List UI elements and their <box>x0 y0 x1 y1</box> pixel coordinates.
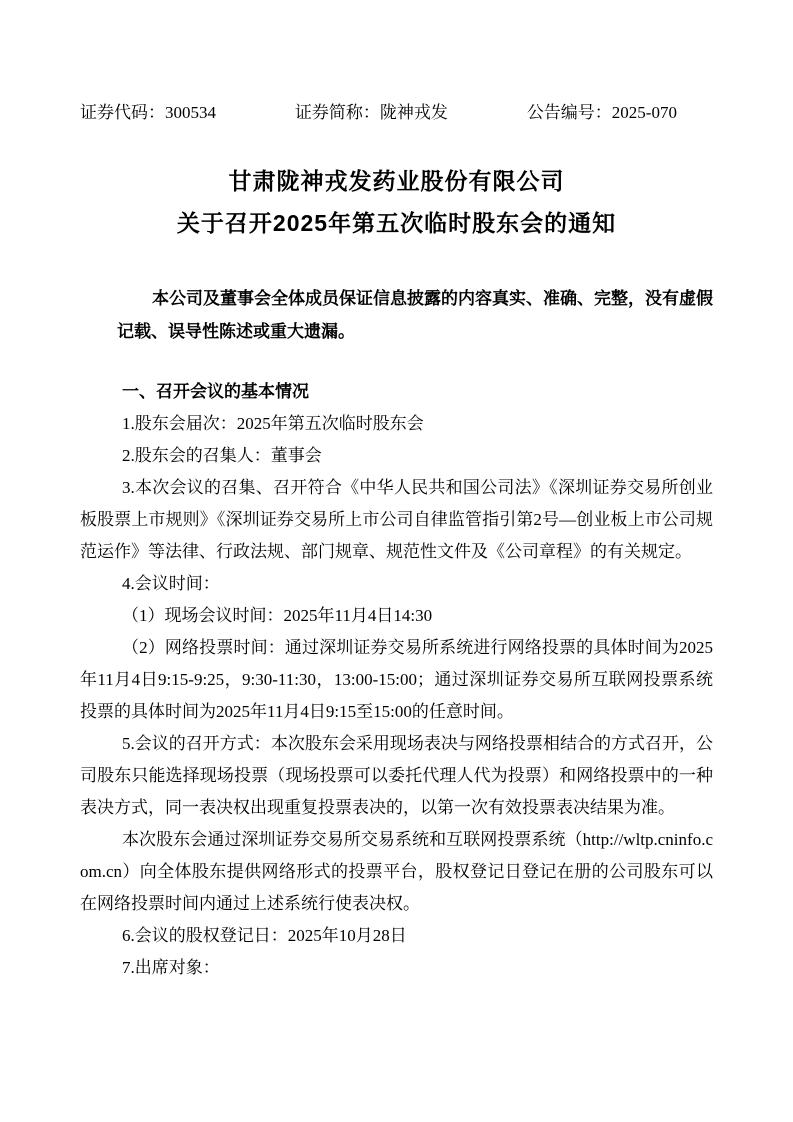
paragraph-voting-platform: 本次股东会通过深圳证券交易所交易系统和互联网投票系统（http://wltp.cninfo.com.cn）向全体股东提供网络形式的投票平台，股权登记日登记在册的公司股东可以在网络投票时间内通过上述系统行使表决权。 <box>80 830 713 913</box>
section-heading-basic-information: 一、召开会议的基本情况 <box>122 382 309 401</box>
paragraph-meeting-session: 1.股东会届次：2025年第五次临时股东会 <box>122 414 424 433</box>
paragraph-record-date: 6.会议的股权登记日：2025年10月28日 <box>122 926 407 945</box>
header-stock-name: 证券简称：陇神戎发 <box>294 103 448 122</box>
board-disclaimer-text: 本公司及董事会全体成员保证信息披露的内容真实、准确、完整，没有虚假记载、误导性陈述或重大遗漏。 <box>117 289 713 341</box>
paragraph-meeting-time-label: 4.会议时间： <box>122 574 220 593</box>
header-stock-code: 证券代码：300534 <box>80 103 216 122</box>
document-title-company: 甘肃陇神戎发药业股份有限公司 <box>228 168 565 194</box>
paragraph-legal-compliance: 3.本次会议的召集、召开符合《中华人民共和国公司法》《深圳证券交易所创业板股票上市规则》《深圳证券交易所上市公司自律监管指引第2号—创业板上市公司规范运作》等法律、行政法规、部门规章、规范性文件及《公司章程》的有关规定。 <box>80 478 713 561</box>
paragraph-meeting-convener: 2.股东会的召集人：董事会 <box>122 446 322 465</box>
header-announcement-number: 公告编号：2025-070 <box>526 103 677 122</box>
paragraph-attendees-label: 7.出席对象： <box>122 958 220 977</box>
paragraph-onsite-meeting-time: （1）现场会议时间：2025年11月4日14:30 <box>122 606 433 625</box>
document-header-row <box>80 102 713 124</box>
document-title-subject: 关于召开2025年第五次临时股东会的通知 <box>176 210 617 236</box>
paragraph-online-voting-time: （2）网络投票时间：通过深圳证券交易所系统进行网络投票的具体时间为2025年11月4日9:15-9:25，9:30-11:30，13:00-15:00；通过深圳证券交易所互联网投票系统投票的具体时间为2025年11月4日9:15至15:00的任意时间。 <box>80 638 713 721</box>
paragraph-meeting-method: 5.会议的召开方式：本次股东会采用现场表决与网络投票相结合的方式召开，公司股东只能选择现场投票（现场投票可以委托代理人代为投票）和网络投票中的一种表决方式，同一表决权出现重复投票表决的，以第一次有效投票表决结果为准。 <box>80 734 713 817</box>
